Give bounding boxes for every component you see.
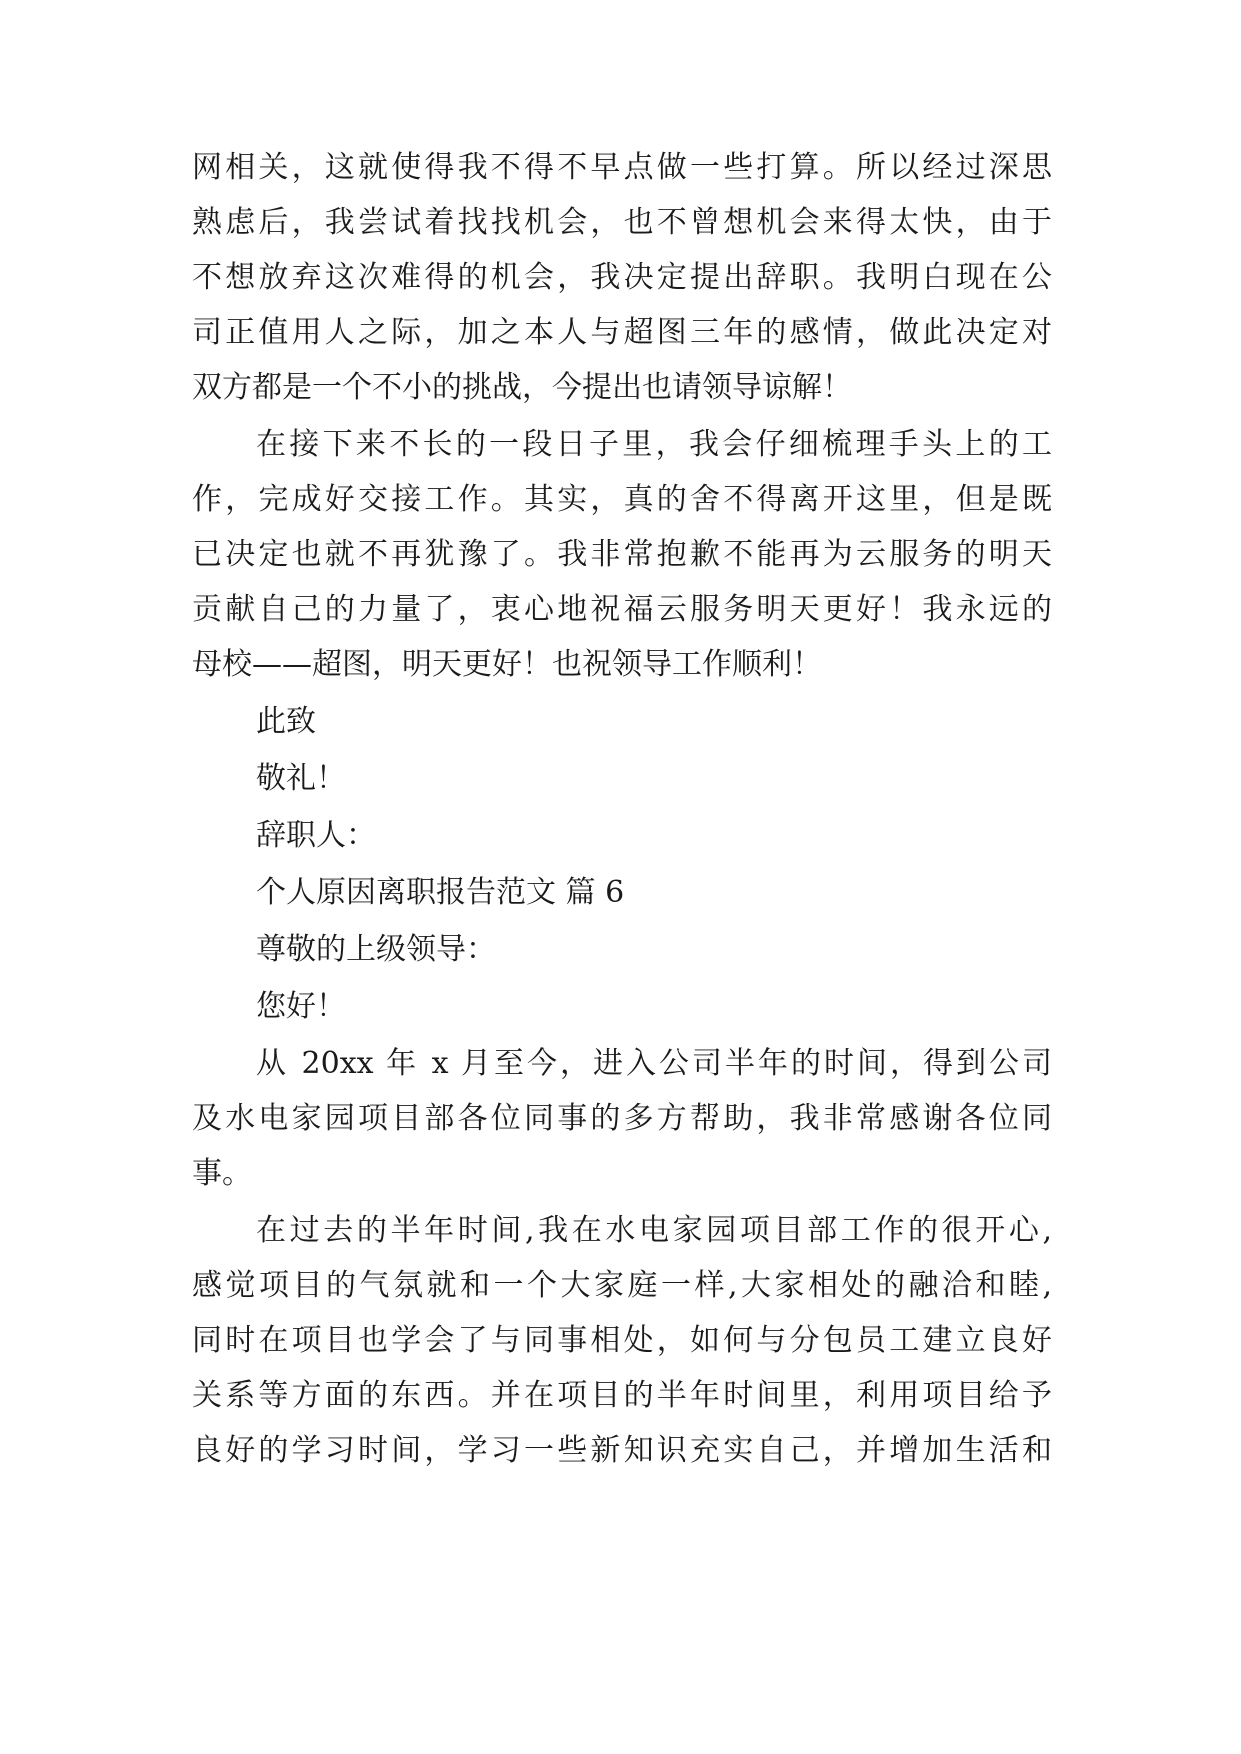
text-line: 在接下来不长的一段日子里，我会仔细梳理手头上的工 <box>256 427 1052 462</box>
text-line: 不想放弃这次难得的机会，我决定提出辞职。我明白现在公 <box>192 260 1052 295</box>
text-line: 良好的学习时间，学习一些新知识充实自己，并增加生活和 <box>192 1433 1052 1468</box>
closing-regards: 敬礼！ <box>256 761 346 796</box>
section-title: 个人原因离职报告范文 篇 6 <box>256 875 625 910</box>
text-line: 网相关，这就使得我不得不早点做一些打算。所以经过深思 <box>192 150 1052 185</box>
text-line: 感觉项目的气氛就和一个大家庭一样,大家相处的融洽和睦, <box>192 1268 1052 1303</box>
text-line: 同时在项目也学会了与同事相处，如何与分包员工建立良好 <box>192 1323 1052 1358</box>
closing-salutation: 此致 <box>256 704 316 739</box>
text-line: 作，完成好交接工作。其实，真的舍不得离开这里，但是既 <box>192 482 1052 517</box>
signature-label: 辞职人： <box>256 818 376 853</box>
text-line: 在过去的半年时间,我在水电家园项目部工作的很开心, <box>256 1213 1052 1248</box>
text-line: 熟虑后，我尝试着找找机会，也不曾想机会来得太快，由于 <box>192 205 1052 240</box>
greeting: 您好！ <box>256 989 346 1024</box>
text-line: 贡献自己的力量了，衷心地祝福云服务明天更好！我永远的 <box>192 592 1052 627</box>
greeting-recipient: 尊敬的上级领导： <box>256 932 496 967</box>
text-line: 已决定也就不再犹豫了。我非常抱歉不能再为云服务的明天 <box>192 537 1052 572</box>
text-line: 事。 <box>192 1156 252 1191</box>
text-line: 司正值用人之际，加之本人与超图三年的感情，做此决定对 <box>192 315 1052 350</box>
text-line: 从 20xx 年 x 月至今，进入公司半年的时间，得到公司 <box>256 1046 1052 1081</box>
text-line: 双方都是一个不小的挑战，今提出也请领导谅解！ <box>192 370 852 405</box>
text-line: 母校——超图，明天更好！也祝领导工作顺利！ <box>192 647 822 682</box>
text-line: 关系等方面的东西。并在项目的半年时间里，利用项目给予 <box>192 1378 1052 1413</box>
text-line: 及水电家园项目部各位同事的多方帮助，我非常感谢各位同 <box>192 1101 1052 1136</box>
